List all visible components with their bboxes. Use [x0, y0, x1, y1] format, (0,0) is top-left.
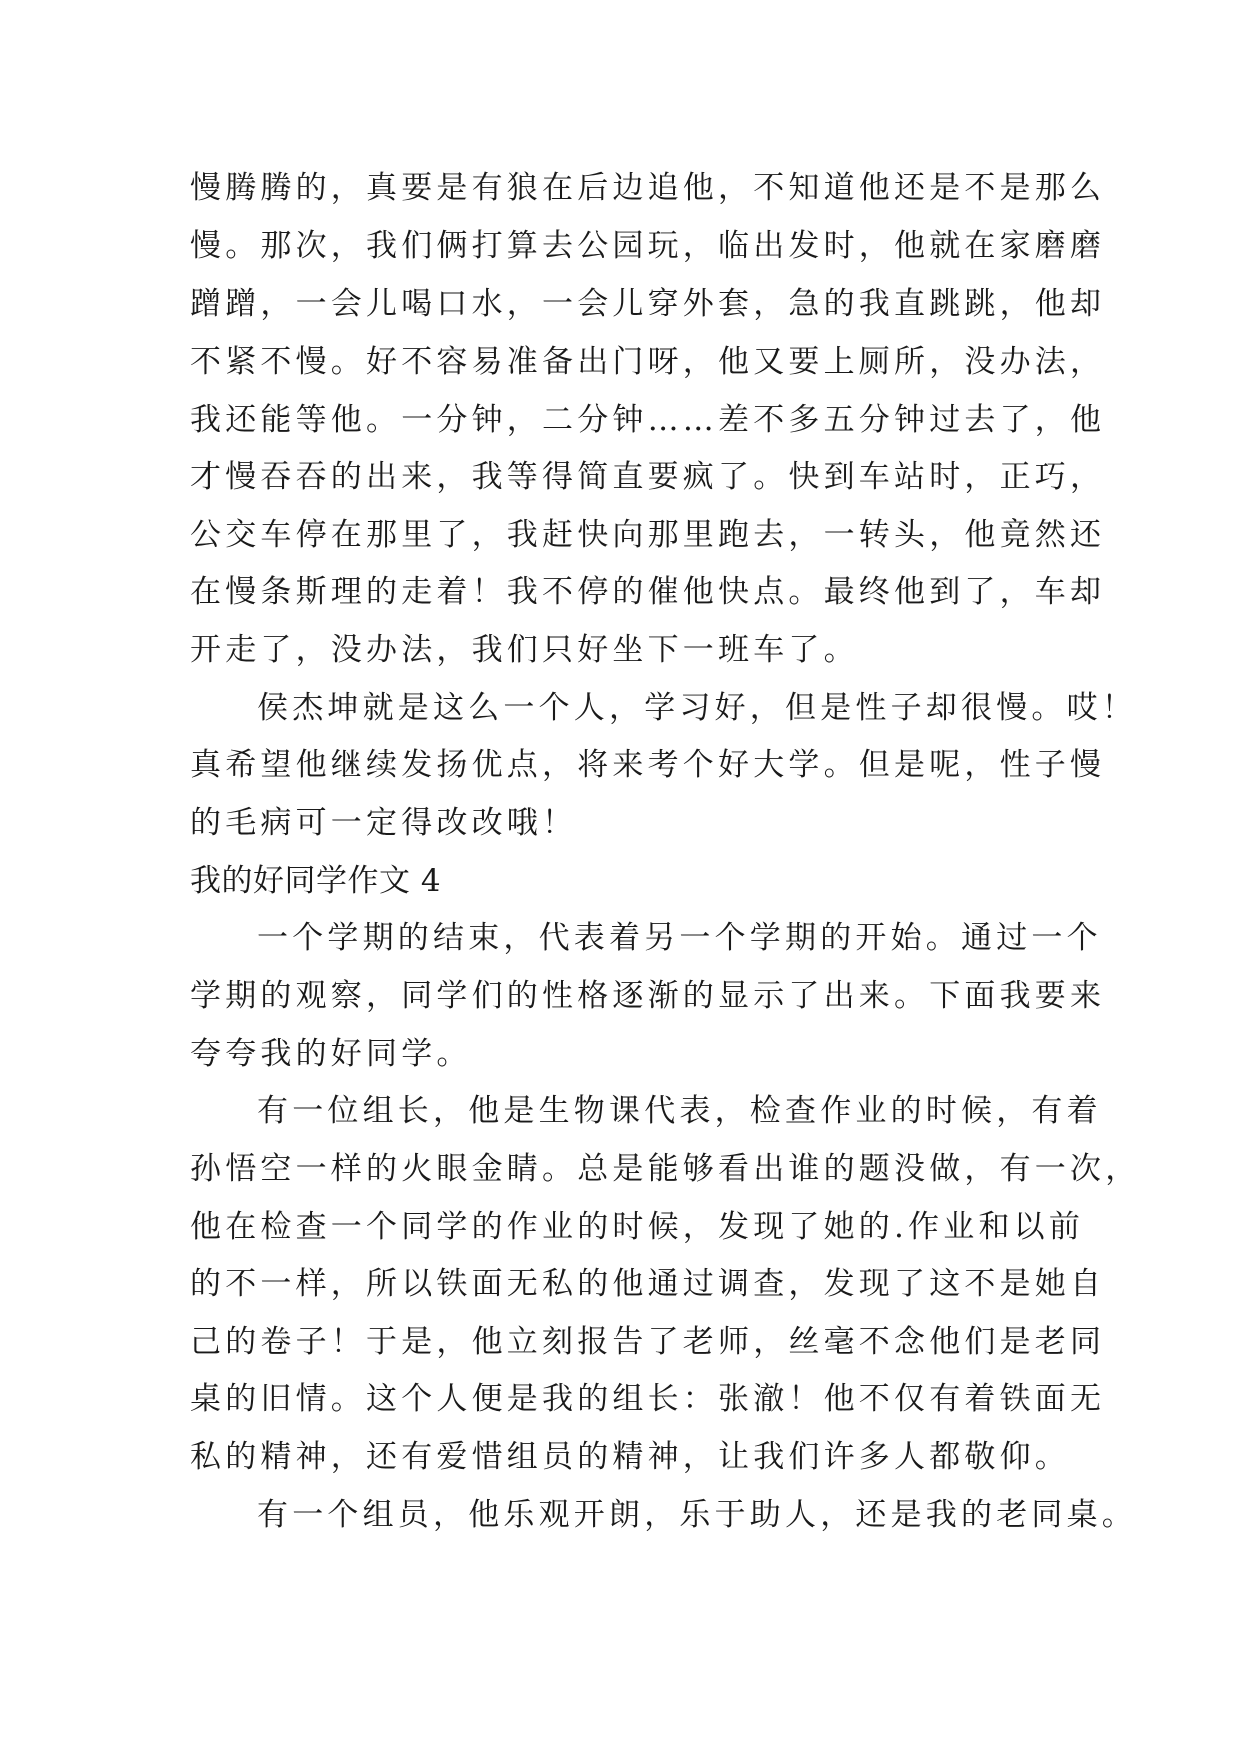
- text-line: 夸夸我的好同学。: [190, 1036, 472, 1072]
- paragraph-start: 有一位组长，他是生物课代表，检查作业的时候，有着: [257, 1093, 1102, 1129]
- text-line: 公交车停在那里了，我赶快向那里跑去，一转头，他竟然还: [190, 517, 1106, 553]
- paragraph-start: 有一个组员，他乐观开朗，乐于助人，还是我的老同桌。: [257, 1497, 1137, 1533]
- text-line: 的毛病可一定得改改哦！: [190, 805, 578, 841]
- text-line: 我还能等他。一分钟，二分钟……差不多五分钟过去了，他: [190, 402, 1106, 438]
- text-line: 不紧不慢。好不容易准备出门呀，他又要上厕所，没办法，: [190, 344, 1106, 380]
- text-line: 蹭蹭，一会儿喝口水，一会儿穿外套，急的我直跳跳，他却: [190, 286, 1106, 322]
- paragraph-start: 侯杰坤就是这么一个人，学习好，但是性子却很慢。哎！: [257, 690, 1137, 726]
- text-line: 在慢条斯理的走着！我不停的催他快点。最终他到了，车却: [190, 574, 1106, 610]
- paragraph-start: 一个学期的结束，代表着另一个学期的开始。通过一个: [257, 920, 1102, 956]
- text-line: 学期的观察，同学们的性格逐渐的显示了出来。下面我要来: [190, 978, 1106, 1014]
- text-line: 慢。那次，我们俩打算去公园玩，临出发时，他就在家磨磨: [190, 228, 1106, 264]
- text-line: 开走了，没办法，我们只好坐下一班车了。: [190, 632, 859, 668]
- text-line: 私的精神，还有爱惜组员的精神，让我们许多人都敬仰。: [190, 1439, 1070, 1475]
- text-line: 的不一样，所以铁面无私的他通过调查，发现了这不是她自: [190, 1266, 1106, 1302]
- text-line: 桌的旧情。这个人便是我的组长：张澈！他不仅有着铁面无: [190, 1381, 1106, 1417]
- text-line: 孙悟空一样的火眼金睛。总是能够看出谁的题没做，有一次，: [190, 1151, 1141, 1187]
- text-line: 己的卷子！于是，他立刻报告了老师，丝毫不念他们是老同: [190, 1324, 1106, 1360]
- text-line: 慢腾腾的，真要是有狼在后边追他，不知道他还是不是那么: [190, 170, 1106, 206]
- text-line: 他在检查一个同学的作业的时候，发现了她的.作业和以前: [190, 1209, 1085, 1245]
- section-heading: 我的好同学作文 4: [190, 863, 442, 899]
- text-line: 真希望他继续发扬优点，将来考个好大学。但是呢，性子慢: [190, 747, 1106, 783]
- text-line: 才慢吞吞的出来，我等得简直要疯了。快到车站时，正巧，: [190, 459, 1106, 495]
